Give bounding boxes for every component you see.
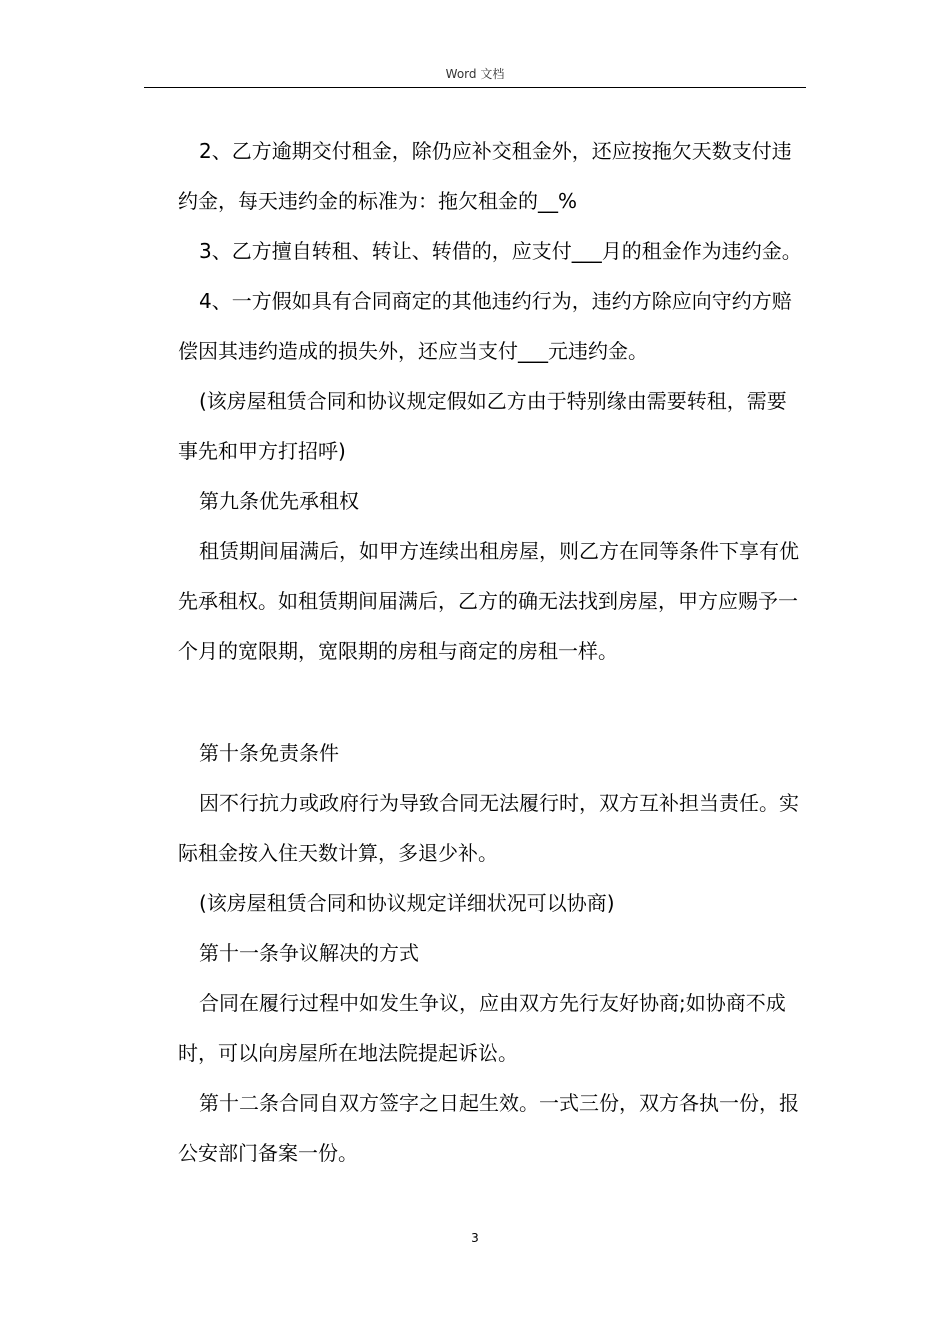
article-10-text: 因不行抗力或政府行为导致合同无法履行时，双方互补担当责任。实际租金按入住天数计算，多退少补。 — [178, 791, 799, 865]
clause-sublet-penalty: 3、乙方擅自转租、转让、转借的，应支付___月的租金作为违约金。 — [199, 239, 802, 263]
article-9-text: 租赁期间届满后，如甲方连续出租房屋，则乙方在同等条件下享有优先承租权。如租赁期间届满后，乙方的确无法找到房屋，甲方应赐予一个月的宽限期，宽限期的房租与商定的房租一样。 — [178, 539, 799, 663]
note-negotiable: (该房屋租赁合同和协议规定详细状况可以协商) — [199, 891, 615, 915]
article-11-text: 合同在履行过程中如发生争议，应由双方先行友好协商;如协商不成时，可以向房屋所在地法院提起诉讼。 — [178, 991, 786, 1065]
header-divider — [144, 87, 806, 88]
article-9-heading: 第九条优先承租权 — [199, 489, 359, 513]
article-11-heading: 第十一条争议解决的方式 — [199, 941, 419, 965]
blank-line — [178, 676, 803, 728]
article-10-heading: 第十条免责条件 — [199, 741, 339, 765]
clause-other-breach: 4、一方假如具有合同商定的其他违约行为，违约方除应向守约方赔偿因其违约造成的损失外，还应当支付___元违约金。 — [178, 289, 792, 363]
clause-overdue-rent: 2、乙方逾期交付租金，除仍应补交租金外，还应按拖欠天数支付违约金，每天违约金的标准为：拖欠租金的__% — [178, 139, 792, 213]
document-body — [178, 126, 803, 1178]
page-number: 3 — [471, 1231, 479, 1245]
document-header-title: Word 文档 — [445, 67, 505, 81]
note-sublet: (该房屋租赁合同和协议规定假如乙方由于特别缘由需要转租，需要事先和甲方打招呼) — [178, 389, 787, 463]
article-12-text: 第十二条合同自双方签字之日起生效。一式三份，双方各执一份，报公安部门备案一份。 — [178, 1091, 799, 1165]
